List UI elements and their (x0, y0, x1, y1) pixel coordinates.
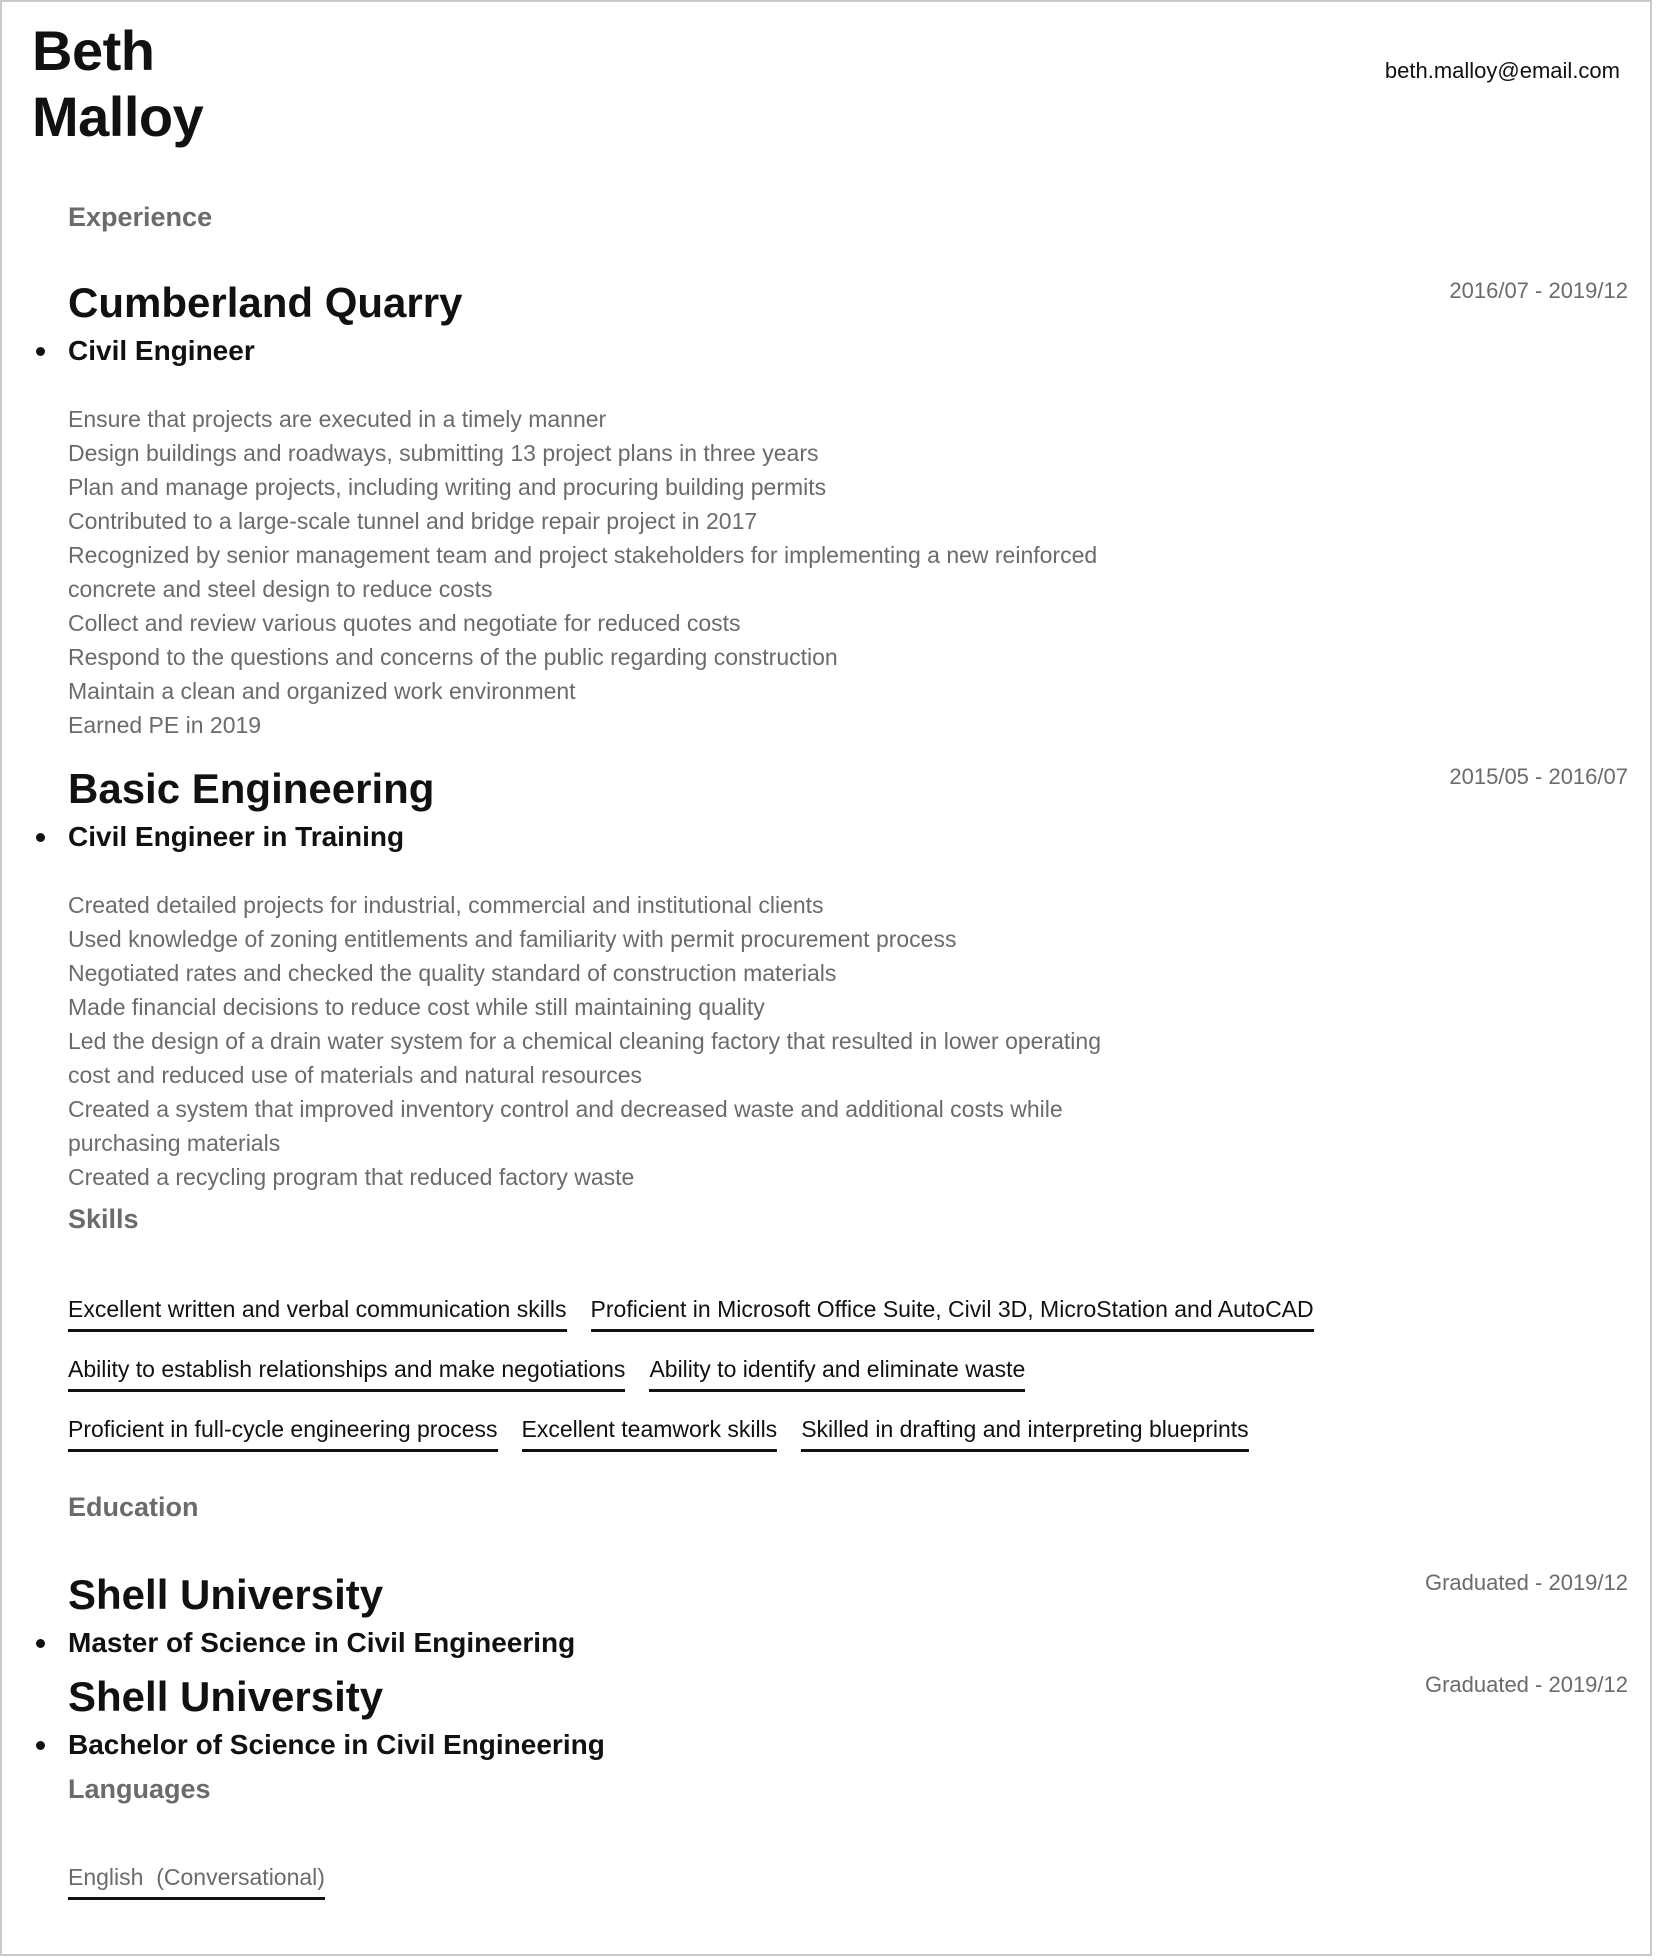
job-bullet: Contributed to a large-scale tunnel and bridge repair project in 2017 (68, 508, 758, 534)
job-role: Civil Engineer in Training (68, 820, 1628, 854)
section-title-skills: Skills (68, 1204, 139, 1234)
job-dates: 2016/07 - 2019/12 (1449, 278, 1628, 303)
skill-chip: Ability to identify and eliminate waste (649, 1356, 1025, 1392)
job-entry (68, 764, 1628, 1194)
last-name: Malloy (32, 85, 204, 148)
job-bullet: Ensure that projects are executed in a timely manner (68, 406, 607, 432)
education-entry (68, 1570, 1628, 1660)
job-bullet: Earned PE in 2019 (68, 712, 262, 738)
job-bullet: Made financial decisions to reduce cost while still maintaining quality (68, 994, 765, 1020)
job-bullet: Design buildings and roadways, submitting 13 project plans in three years (68, 440, 819, 466)
job-bullet: Plan and manage projects, including writing and procuring building permits (68, 474, 827, 500)
job-company: Cumberland Quarry (68, 279, 463, 326)
skill-chip: Skilled in drafting and interpreting blueprints (801, 1416, 1249, 1452)
section-title-education: Education (68, 1492, 199, 1522)
job-bullet: Recognized by senior management team and project stakeholders for implementing a new reinforced concrete and steel design to reduce costs (68, 542, 1098, 602)
job-entry (68, 278, 1628, 742)
languages-row (68, 1864, 1568, 1900)
job-bullet: Respond to the questions and concerns of the public regarding construction (68, 644, 838, 670)
job-bullet: Maintain a clean and organized work environment (68, 678, 576, 704)
job-bullet: Created detailed projects for industrial, commercial and institutional clients (68, 892, 824, 918)
job-bullet: Led the design of a drain water system for a chemical cleaning factory that resulted in lower operating cost and reduced use of materials and natural resources (68, 1028, 1102, 1088)
job-bullets (68, 888, 1628, 1194)
school-name: Shell University (68, 1571, 384, 1618)
job-bullets (68, 402, 1628, 742)
skill-chip: Proficient in Microsoft Office Suite, Civil 3D, MicroStation and AutoCAD (591, 1296, 1314, 1332)
job-bullet: Used knowledge of zoning entitlements and familiarity with permit procurement process (68, 926, 957, 952)
job-bullet: Collect and review various quotes and negotiate for reduced costs (68, 610, 741, 636)
skills-row (68, 1416, 1568, 1452)
skills-row (68, 1356, 1568, 1392)
school-name: Shell University (68, 1673, 384, 1720)
degree: Bachelor of Science in Civil Engineering (68, 1728, 1628, 1762)
skill-chip: Proficient in full-cycle engineering process (68, 1416, 498, 1452)
job-dates: 2015/05 - 2016/07 (1449, 764, 1628, 789)
job-bullet: Created a system that improved inventory control and decreased waste and additional costs while purchasing materials (68, 1096, 1063, 1156)
skills-list (68, 1296, 1568, 1476)
candidate-name (32, 18, 203, 150)
education-entry (68, 1672, 1628, 1762)
graduation-date: Graduated - 2019/12 (1424, 1570, 1628, 1595)
job-bullet: Negotiated rates and checked the quality standard of construction materials (68, 960, 837, 986)
skill-chip: Excellent written and verbal communication skills (68, 1296, 567, 1332)
language-chip: English (Conversational) (68, 1864, 325, 1900)
skills-row (68, 1296, 1568, 1332)
email-address[interactable]: beth.malloy@email.com (1384, 58, 1620, 83)
job-role: Civil Engineer (68, 334, 1628, 368)
skill-chip: Excellent teamwork skills (522, 1416, 778, 1452)
skill-chip: Ability to establish relationships and make negotiations (68, 1356, 625, 1392)
section-title-experience: Experience (68, 202, 213, 232)
first-name: Beth (32, 19, 155, 82)
job-bullet: Created a recycling program that reduced factory waste (68, 1164, 635, 1190)
job-company: Basic Engineering (68, 765, 435, 812)
graduation-date: Graduated - 2019/12 (1424, 1672, 1628, 1697)
degree: Master of Science in Civil Engineering (68, 1626, 1628, 1660)
languages-list (68, 1864, 1568, 1924)
section-title-languages: Languages (68, 1774, 211, 1804)
